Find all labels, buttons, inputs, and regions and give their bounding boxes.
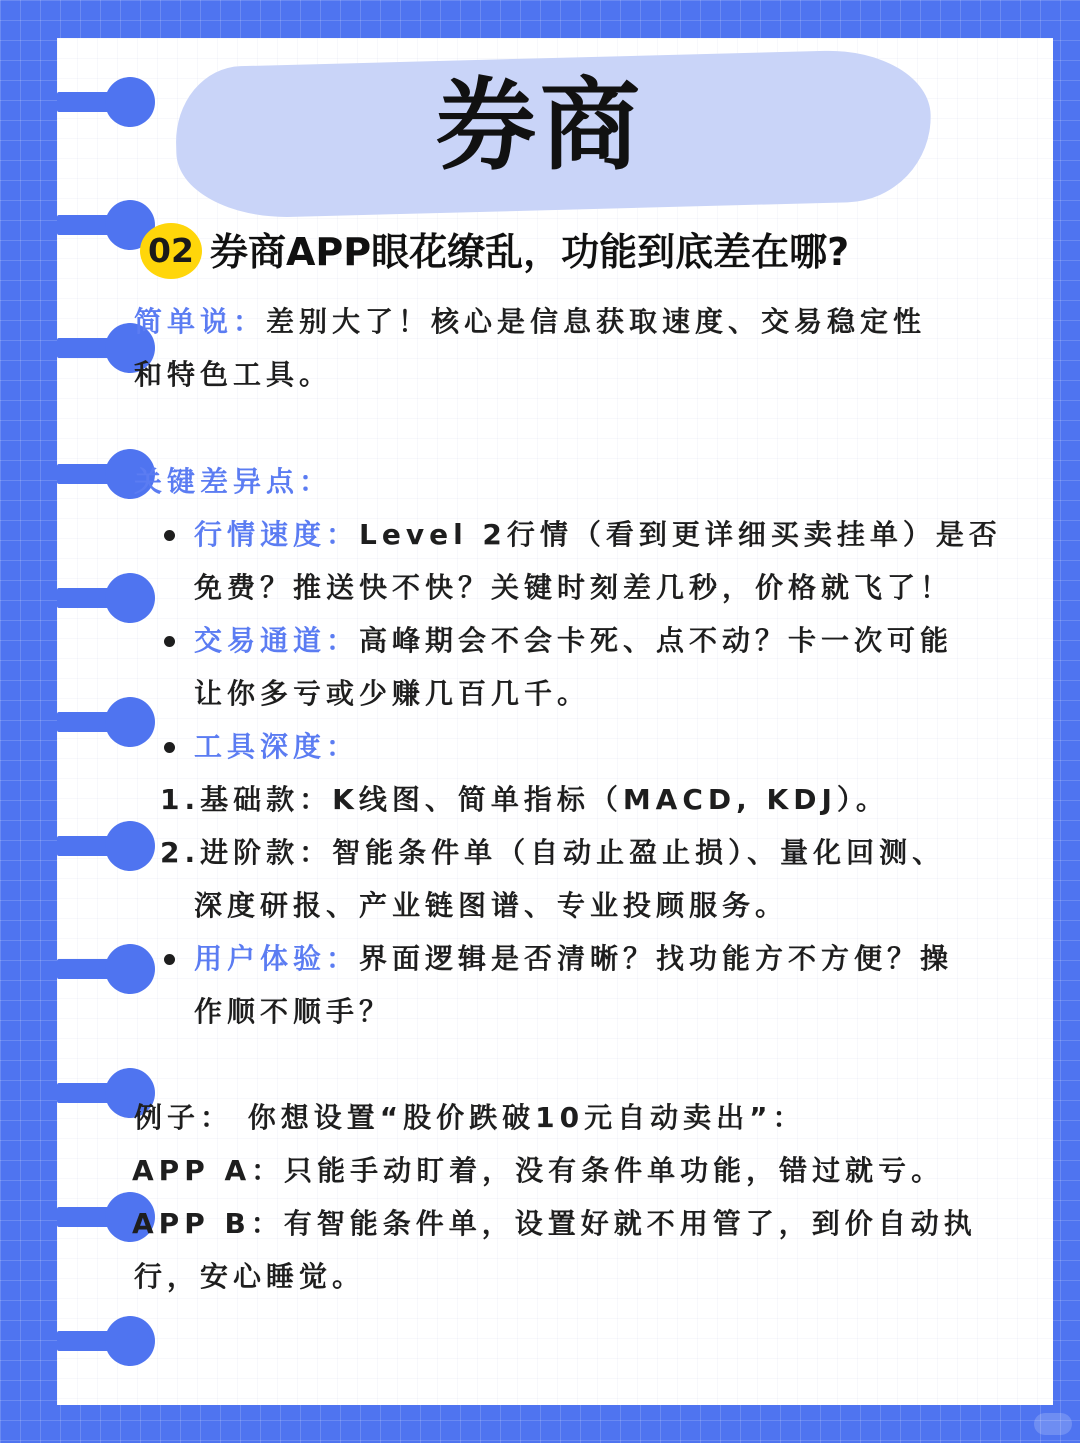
binder-ring [57,1316,133,1366]
bullet-text: Level 2行情（看到更详细买卖挂单）是否 [359,518,1002,551]
bullet-user-experience [194,932,953,985]
example-app-b: APP B：有智能条件单，设置好就不用管了，到价自动执 [132,1207,977,1240]
section-number-badge: 02 [140,223,202,279]
bullet-dot [164,954,175,965]
tool-level-advanced: 2.进阶款：智能条件单（自动止盈止损）、量化回测、 [160,836,946,869]
binder-ring [57,449,133,499]
tool-level-basic: 1.基础款：K线图、简单指标（MACD, KDJ）。 [160,783,889,816]
bullet-tool-depth [194,720,359,773]
bullet-label: 行情速度： [194,518,360,551]
bullet-dot [164,530,175,541]
bullet-user-experience-cont: 作顺不顺手？ [194,995,393,1028]
bullet-label: 用户体验： [194,942,360,975]
bullet-trade-channel-cont: 让你多亏或少赚几百几千。 [194,677,591,710]
binder-ring [57,697,133,747]
binder-ring [57,1068,133,1118]
key-diff-label: 关键差异点： [134,465,333,498]
summary-line-2: 和特色工具。 [134,358,333,391]
summary-label: 简单说： [134,305,267,338]
tool-level-advanced-cont: 深度研报、产业链图谱、专业投顾服务。 [194,889,789,922]
bullet-dot [164,636,175,647]
binder-ring [57,944,133,994]
example-app-b-cont: 行，安心睡觉。 [134,1260,366,1293]
bullet-market-speed-cont: 免费？推送快不快？关键时刻差几秒，价格就飞了！ [194,571,954,604]
binder-ring [57,573,133,623]
bullet-dot [164,742,175,753]
bullet-trade-channel [194,614,953,667]
summary-line-1 [134,295,926,348]
section-heading: 券商APP眼花缭乱，功能到底差在哪? [210,230,850,274]
bullet-label: 工具深度： [194,730,360,763]
page-title: 券商 [436,67,644,184]
bullet-market-speed [194,508,1002,561]
binder-ring [57,821,133,871]
bullet-text: 高峰期会不会卡死、点不动？卡一次可能 [359,624,954,657]
binder-ring [57,1192,133,1242]
summary-text: 差别大了！核心是信息获取速度、交易稳定性 [266,305,927,338]
binder-ring [57,323,133,373]
bullet-label: 交易通道： [194,624,360,657]
watermark [1034,1413,1072,1435]
example-intro: 例子： 你想设置“股价跌破10元自动卖出”： [134,1101,806,1134]
example-app-a: APP A：只能手动盯着，没有条件单功能，错过就亏。 [132,1154,945,1187]
binder-ring [57,200,133,250]
bullet-text: 界面逻辑是否清晰？找功能方不方便？操 [359,942,954,975]
